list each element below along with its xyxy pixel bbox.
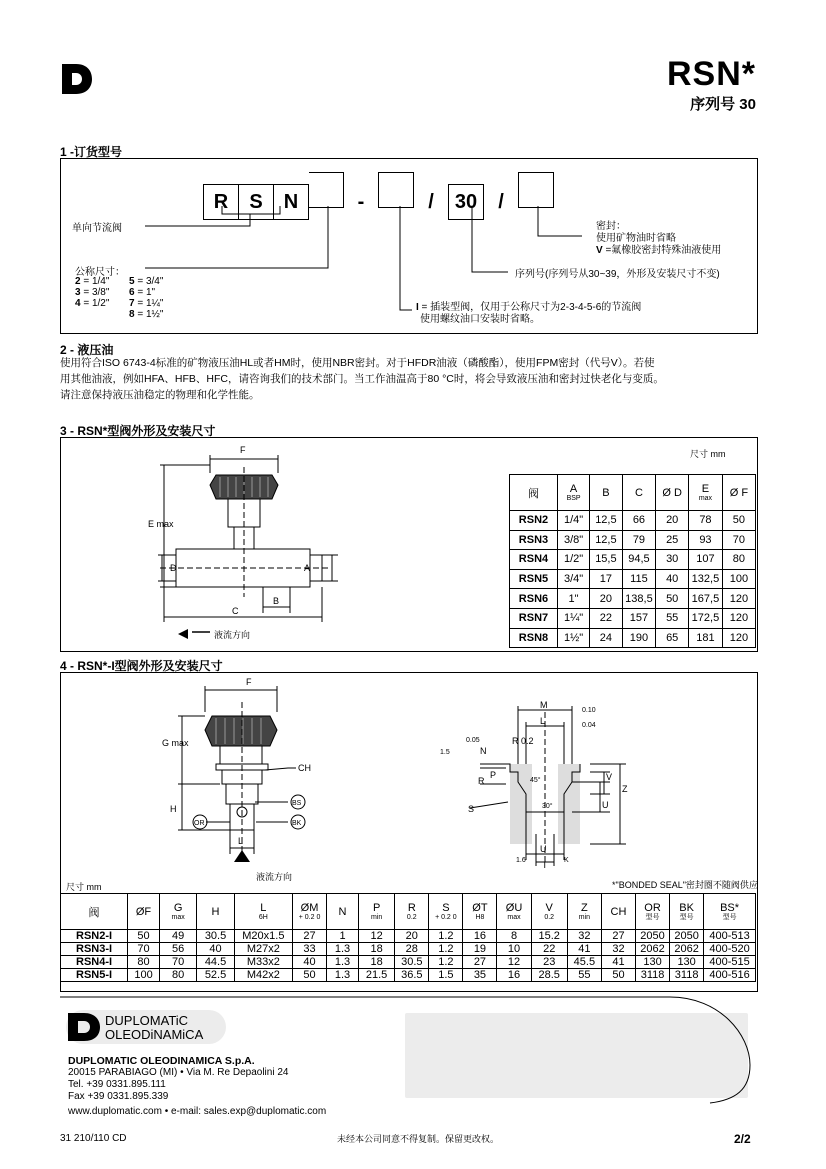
- code-cell: -: [357, 191, 365, 213]
- table-cell: 66: [622, 511, 656, 531]
- table-header: [429, 894, 463, 930]
- dim-ch-label: CH: [298, 763, 311, 773]
- duplomatic-d-logo-icon: [60, 62, 94, 96]
- table-cell: RSN3: [510, 530, 558, 550]
- fluid-line3: 请注意保持液压油稳定的物理和化学性能。: [60, 389, 260, 401]
- table-cell: 56: [159, 943, 196, 956]
- table-cell: 22: [531, 943, 567, 956]
- table-cell: 181: [689, 628, 723, 648]
- table-cell: 24: [590, 628, 622, 648]
- rsn-i-table-body: [61, 930, 756, 982]
- seals-note: [596, 221, 721, 257]
- size-code: 7: [129, 298, 135, 309]
- table-cell: 1¼": [557, 608, 589, 628]
- table-header: [567, 894, 601, 930]
- table-header: [601, 894, 635, 930]
- table-cell: 30.5: [197, 930, 234, 943]
- table-header: [463, 894, 497, 930]
- header-text: Z: [581, 901, 588, 914]
- table-cell: 33: [293, 943, 327, 956]
- table-cell: 41: [601, 956, 635, 969]
- table-cell: 94,5: [622, 550, 656, 570]
- table-cell: 1.5: [429, 969, 463, 982]
- table-cell: 400-513: [704, 930, 756, 943]
- dim-r-label: R: [478, 776, 485, 786]
- table-cell: 50: [601, 969, 635, 982]
- header-text: 阀: [88, 906, 100, 919]
- table-cell: 41: [567, 943, 601, 956]
- table-header: [293, 894, 327, 930]
- dim-s-label: S: [468, 804, 475, 814]
- dim-u-bottom-label: U: [540, 844, 547, 854]
- code-cell: R: [203, 184, 239, 220]
- insert-note: [416, 302, 641, 326]
- header-text: BK: [679, 901, 694, 914]
- brand-line2: OLEODiNAMiCA: [105, 1027, 204, 1042]
- tol-l: 0.04: [582, 722, 596, 729]
- table-cell: 49: [159, 930, 196, 943]
- table-header: [327, 894, 359, 930]
- code-cell: /: [428, 191, 434, 213]
- table-cell: RSN2-I: [61, 930, 128, 943]
- header-text: V: [545, 901, 553, 914]
- table-cell: 45.5: [567, 956, 601, 969]
- table-cell: 190: [622, 628, 656, 648]
- table-cell: 2050: [636, 930, 670, 943]
- table-cell: 50: [293, 969, 327, 982]
- size-value: = 1/4": [80, 276, 110, 287]
- table-cell: 27: [293, 930, 327, 943]
- table-cell: 18: [358, 943, 394, 956]
- table-header: B: [590, 475, 622, 511]
- header-text: BS*: [720, 901, 740, 914]
- table-cell: 32: [601, 943, 635, 956]
- table-cell: 1.3: [327, 943, 359, 956]
- code-cell: S: [239, 184, 274, 220]
- table-cell: 120: [722, 628, 755, 648]
- table-cell: 100: [128, 969, 160, 982]
- table-cell: 27: [601, 930, 635, 943]
- table-cell: 132,5: [689, 569, 723, 589]
- company-tel: Tel. +39 0331.895.111: [68, 1079, 166, 1090]
- header-text: CH: [610, 905, 627, 918]
- code-cell: N: [274, 184, 309, 220]
- nominal-size-title: 公称尺寸：: [75, 267, 125, 278]
- table-cell: 167,5: [689, 589, 723, 609]
- insert-line1: = 插装型阀，仅用于公称尺寸为2-3-4-5-6的节流阀: [418, 302, 642, 313]
- table-cell: 1": [557, 589, 589, 609]
- dim-emax-label: E max: [148, 519, 174, 529]
- table-header: [358, 894, 394, 930]
- table-cell: 138,5: [622, 589, 656, 609]
- table-header: [395, 894, 429, 930]
- dim-gmax-label: G max: [162, 738, 189, 748]
- table-cell: 17: [590, 569, 622, 589]
- table-cell: 50: [128, 930, 160, 943]
- table-cell: 30.5: [395, 956, 429, 969]
- header-text: P: [372, 901, 381, 914]
- bs-callout: BS: [292, 800, 302, 807]
- hydraulic-fluid-paragraph: [60, 355, 760, 403]
- table-cell: 1.2: [429, 943, 463, 956]
- table-header: [234, 894, 292, 930]
- table-cell: 78: [689, 511, 723, 531]
- table-cell: 20: [590, 589, 622, 609]
- table-cell: 70: [722, 530, 755, 550]
- table-cell: 55: [656, 608, 689, 628]
- section2-heading: 2 - 液压油: [60, 343, 114, 357]
- size-code: 2: [75, 276, 81, 287]
- size-code: 6: [129, 287, 135, 298]
- table-cell: 70: [128, 943, 160, 956]
- size-code: 5: [129, 276, 135, 287]
- table-cell: RSN7: [510, 608, 558, 628]
- table-cell: 115: [622, 569, 656, 589]
- header-text: S: [442, 901, 450, 914]
- dim-t-label: T: [542, 860, 548, 870]
- table-header: [636, 894, 670, 930]
- header-subtext: + 0.2 0: [435, 913, 457, 921]
- table-cell: 21.5: [358, 969, 394, 982]
- table-row: [510, 589, 756, 609]
- or-callout: OR: [194, 820, 205, 827]
- header-subtext: 型号: [722, 913, 737, 921]
- header-subtext: min: [578, 913, 591, 921]
- header-subtext: max: [171, 913, 185, 921]
- table-cell: 1.3: [327, 956, 359, 969]
- table-row: [510, 530, 756, 550]
- table-cell: 3118: [670, 969, 704, 982]
- table-cell: 16: [463, 930, 497, 943]
- header-subtext: 0.2: [544, 913, 555, 921]
- table-cell: 400-520: [704, 943, 756, 956]
- table-cell: 80: [128, 956, 160, 969]
- table-cell: 44.5: [197, 956, 234, 969]
- header-text: G: [173, 901, 183, 914]
- table-cell: 12,5: [590, 511, 622, 531]
- table-cell: RSN2: [510, 511, 558, 531]
- table-cell: RSN6: [510, 589, 558, 609]
- section3-heading: 3 - RSN*型阀外形及安装尺寸: [60, 424, 216, 438]
- table-cell: 27: [463, 956, 497, 969]
- table-cell: RSN5-I: [61, 969, 128, 982]
- table-row: [61, 943, 756, 956]
- table-cell: 25: [656, 530, 689, 550]
- page-number: 2/2: [734, 1132, 751, 1146]
- table-cell: 3118: [636, 969, 670, 982]
- table-cell: 22: [590, 608, 622, 628]
- table-cell: 100: [722, 569, 755, 589]
- dim-h-label: H: [170, 804, 177, 814]
- size-value: = 1": [134, 287, 156, 298]
- table-cell: M27x2: [234, 943, 292, 956]
- table-cell: 28: [395, 943, 429, 956]
- size-value: = 1/2": [80, 298, 110, 309]
- seals-line1: 使用矿物油时省略: [596, 233, 676, 244]
- header-subtext: min: [370, 913, 383, 921]
- table-cell: 130: [636, 956, 670, 969]
- rsn-table-body: [510, 511, 756, 648]
- table-header: Ø D: [656, 475, 689, 511]
- table-cell: 12: [497, 956, 531, 969]
- dim-c-label: C: [232, 606, 239, 616]
- table-cell: 36.5: [395, 969, 429, 982]
- table-cell: 12: [358, 930, 394, 943]
- angle-30-label: 30°: [542, 803, 553, 810]
- header-subtext: 0.2: [406, 913, 417, 921]
- table-cell: 65: [656, 628, 689, 648]
- table-cell: 1.2: [429, 956, 463, 969]
- table-cell: 19: [463, 943, 497, 956]
- dim-b-label: B: [273, 596, 280, 606]
- table-header: [531, 894, 567, 930]
- table-cell: 120: [722, 589, 755, 609]
- table-header: 阀: [510, 475, 558, 511]
- header-subtext: + 0.2 0: [298, 913, 321, 921]
- footer-brand: [105, 1014, 203, 1042]
- table-header: [61, 894, 128, 930]
- table-cell: 120: [722, 608, 755, 628]
- table-cell: 40: [293, 956, 327, 969]
- table-cell: 107: [689, 550, 723, 570]
- table-cell: 93: [689, 530, 723, 550]
- roughness-16: 1.6: [516, 857, 526, 864]
- rsn-valve-drawing: [60, 437, 500, 650]
- table-row: [510, 628, 756, 648]
- dim-f-label: F: [246, 677, 252, 687]
- tol-m: 0.10: [582, 707, 596, 714]
- table-cell: 172,5: [689, 608, 723, 628]
- table-cell: RSN5: [510, 569, 558, 589]
- table-row: [510, 608, 756, 628]
- table-cell: 30: [656, 550, 689, 570]
- table-header: [497, 894, 531, 930]
- table-header: [128, 894, 160, 930]
- size-value: = 3/4": [134, 276, 164, 287]
- table-cell: 2062: [670, 943, 704, 956]
- insert-i-code: I: [416, 302, 419, 313]
- header-subtext: 型号: [679, 913, 694, 921]
- table-header: Ø F: [722, 475, 755, 511]
- roughness-15: 1.5: [440, 749, 450, 756]
- doc-code: 31 210/110 CD: [60, 1133, 127, 1144]
- table-cell: 1/2": [557, 550, 589, 570]
- table-row: [61, 956, 756, 969]
- seals-line2: =氟橡胶密封特殊油液使用: [602, 245, 722, 256]
- company-name: DUPLOMATIC OLEODINAMICA S.p.A.: [68, 1055, 255, 1067]
- table-cell: 15.2: [531, 930, 567, 943]
- datum-k: K: [564, 857, 569, 864]
- company-fax: Fax +39 0331.895.339: [68, 1091, 169, 1102]
- nominal-sizes: [75, 276, 185, 320]
- seals-title: 密封：: [596, 221, 626, 232]
- header-subtext: max: [507, 913, 521, 921]
- table-cell: 2062: [636, 943, 670, 956]
- rsn-i-valve-drawing: [60, 672, 756, 894]
- table-cell: 130: [670, 956, 704, 969]
- table-cell: RSN3-I: [61, 943, 128, 956]
- header-text: ØU: [505, 901, 523, 914]
- table-header: E max: [689, 475, 723, 511]
- series-note: 序列号(序列号从30~39，外形及安装尺寸不变): [515, 269, 720, 280]
- fluid-line1: 使用符合ISO 6743-4标准的矿物液压油HL或者HM时，使用NBR密封。对于HFDR油液（磷酸酯），使用FPM密封（代号V）。若使: [60, 357, 655, 369]
- table-cell: M42x2: [234, 969, 292, 982]
- table-header: C: [622, 475, 656, 511]
- bonded-seal-note: *"BONDED SEAL"密封圈不随阀供应: [612, 880, 758, 890]
- table-cell: M20x1.5: [234, 930, 292, 943]
- table-cell: 400-516: [704, 969, 756, 982]
- section1-heading: 1 -订货型号: [60, 145, 123, 159]
- code-cell: /: [498, 191, 504, 213]
- footer-contacts: [68, 1055, 326, 1118]
- table-row: [61, 930, 756, 943]
- company-address: 20015 PARABIAGO (MI) • Via M. Re Depaolini 24: [68, 1067, 289, 1078]
- header-subtext: 型号: [645, 913, 660, 921]
- table-row: [510, 569, 756, 589]
- table-header: [670, 894, 704, 930]
- flow-direction-label-2: 液流方向: [256, 872, 293, 882]
- angle-45-label: 45°: [530, 777, 541, 784]
- size-value: = 3/8": [80, 287, 110, 298]
- table-cell: 1/4": [557, 511, 589, 531]
- section4-heading: 4 - RSN*-I型阀外形及安装尺寸: [60, 659, 223, 673]
- table-cell: 1: [327, 930, 359, 943]
- header-text: ØM: [300, 901, 319, 914]
- size-value: = 1½": [134, 309, 164, 320]
- table-cell: 3/8": [557, 530, 589, 550]
- table-cell: 400-515: [704, 956, 756, 969]
- company-web[interactable]: www.duplomatic.com • e-mail: sales.exp@duplomatic.com: [68, 1106, 327, 1117]
- brand-line1: DUPLOMATiC: [105, 1013, 189, 1028]
- size-code: 4: [75, 298, 81, 309]
- table-cell: 10: [497, 943, 531, 956]
- fluid-line2: 用其他油液，例如HFA、HFB、HFC，请咨询我们的技术部门。当工作油温高于80 °C时，将会导致液压油和密封过快老化与变质。: [60, 373, 664, 385]
- table-cell: 12,5: [590, 530, 622, 550]
- table-cell: 35: [463, 969, 497, 982]
- bk-callout: BK: [292, 820, 302, 827]
- seals-v-code: V: [596, 245, 603, 256]
- dim-d-label: D: [170, 563, 177, 573]
- dim-r02-label: R 0.2: [512, 736, 534, 746]
- header-text: H: [211, 905, 220, 918]
- header-text: L: [260, 901, 267, 914]
- header-subtext: H8: [475, 913, 485, 921]
- section3-units: 尺寸 mm: [690, 449, 726, 459]
- table-header: [159, 894, 196, 930]
- table-cell: M33x2: [234, 956, 292, 969]
- table-cell: RSN8: [510, 628, 558, 648]
- size-value: = 1¼": [134, 298, 164, 309]
- table-cell: 52.5: [197, 969, 234, 982]
- header-text: OR: [644, 901, 661, 914]
- dim-u-label: U: [602, 800, 609, 810]
- table-header: A BSP: [557, 475, 589, 511]
- section4-units: 尺寸 mm: [66, 882, 102, 892]
- table-cell: 50: [722, 511, 755, 531]
- table-cell: 28.5: [531, 969, 567, 982]
- page-title: RSN*: [666, 55, 756, 93]
- valve-type-label: 单向节流阀: [72, 223, 122, 234]
- dim-l2-label: L: [540, 716, 546, 726]
- flow-direction-label: 液流方向: [214, 630, 251, 640]
- insert-line2: 使用螺纹油口安装时省略。: [420, 314, 540, 325]
- table-cell: 157: [622, 608, 656, 628]
- table-cell: 80: [159, 969, 196, 982]
- dim-a-label: A: [304, 563, 311, 573]
- table-cell: 1.2: [429, 930, 463, 943]
- table-cell: 2050: [670, 930, 704, 943]
- dim-p-label: P: [490, 770, 497, 780]
- table-cell: 3/4": [557, 569, 589, 589]
- copyright-notice: 未经本公司同意不得复制。保留更改权。: [337, 1134, 500, 1144]
- code-cell: 30: [448, 184, 484, 220]
- dim-v-label: V: [606, 772, 613, 782]
- table-cell: 15,5: [590, 550, 622, 570]
- tol-k: 0.05: [466, 737, 480, 744]
- table-cell: 40: [197, 943, 234, 956]
- header-text: ØF: [135, 905, 152, 918]
- size-code: 3: [75, 287, 81, 298]
- table-cell: RSN4: [510, 550, 558, 570]
- page-subtitle: 序列号 30: [690, 96, 756, 113]
- dim-f-label: F: [240, 445, 246, 455]
- header-text: R: [407, 901, 416, 914]
- header-text: ØT: [472, 901, 488, 914]
- table-cell: 1.3: [327, 969, 359, 982]
- dim-n-label: N: [480, 746, 487, 756]
- dim-z-label: Z: [622, 784, 628, 794]
- table-header: [704, 894, 756, 930]
- table-cell: 23: [531, 956, 567, 969]
- rsn-i-dimensions-table: [60, 893, 756, 982]
- rsn-dimensions-table: [509, 474, 756, 648]
- table-cell: 20: [656, 511, 689, 531]
- table-cell: 40: [656, 569, 689, 589]
- table-cell: 70: [159, 956, 196, 969]
- table-cell: 80: [722, 550, 755, 570]
- table-cell: 50: [656, 589, 689, 609]
- table-cell: 8: [497, 930, 531, 943]
- table-cell: 79: [622, 530, 656, 550]
- size-code: 8: [129, 309, 135, 320]
- header-text: N: [338, 905, 347, 918]
- dim-m-label: M: [540, 700, 548, 710]
- table-cell: 20: [395, 930, 429, 943]
- table-cell: 16: [497, 969, 531, 982]
- table-header: [197, 894, 234, 930]
- table-row: [510, 550, 756, 570]
- table-cell: RSN4-I: [61, 956, 128, 969]
- table-cell: 32: [567, 930, 601, 943]
- table-cell: 1½": [557, 628, 589, 648]
- table-cell: 55: [567, 969, 601, 982]
- dim-l-label: L: [238, 836, 244, 846]
- table-cell: 18: [358, 956, 394, 969]
- table-row: [61, 969, 756, 982]
- header-subtext: 6H: [258, 913, 268, 921]
- table-row: [510, 511, 756, 531]
